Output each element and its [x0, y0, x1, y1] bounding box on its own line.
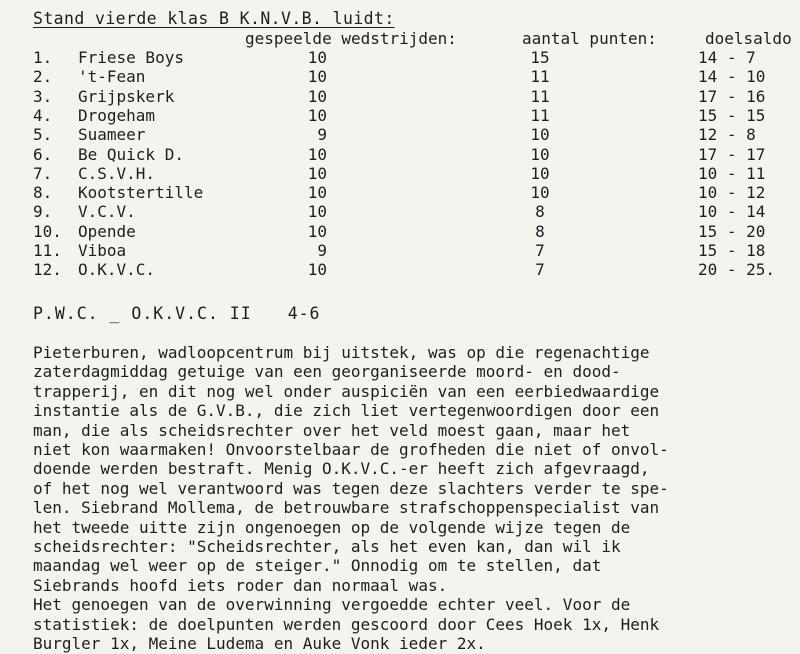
goals-cell: 14 - 7: [698, 48, 756, 67]
points-cell: 11: [530, 105, 550, 125]
rank-cell: 6.: [33, 144, 53, 164]
played-cell: 10: [307, 183, 327, 203]
goals-cell: 15 - 18: [698, 241, 766, 260]
points-cell: 11: [530, 86, 550, 106]
rank-cell: 3.: [33, 86, 53, 106]
rank-cell: 4.: [33, 105, 53, 125]
report-line: scheidsrechter: "Scheidsrechter, als het even kan, dan wil ik: [33, 537, 621, 557]
goals-cell: 12 - 8: [698, 125, 756, 145]
team-cell: Kootstertille: [78, 183, 204, 203]
match-score: 4-6: [287, 304, 321, 323]
rank-cell: 8.: [33, 183, 53, 203]
table-row: [0, 145, 800, 164]
played-cell: 10: [307, 202, 327, 222]
match-teams: P.W.C. _ O.K.V.C. II: [33, 304, 252, 323]
report-line: instantie als de G.V.B., die zich liet vertegenwoordigen door een: [33, 401, 660, 421]
points-cell: 10: [530, 183, 550, 203]
table-row: [0, 241, 800, 260]
goals-cell: 15 - 15: [698, 105, 766, 125]
table-row: [0, 106, 800, 125]
report-line: Pieterburen, wadloopcentrum bij uitstek, was op die regenachtige: [33, 343, 650, 362]
team-cell: O.K.V.C.: [78, 260, 156, 280]
rank-cell: 9.: [33, 202, 53, 222]
points-cell: 10: [530, 125, 550, 145]
played-cell: 9: [317, 241, 327, 260]
team-cell: Drogeham: [78, 105, 156, 125]
points-cell: 7: [535, 241, 545, 260]
table-row: [0, 125, 800, 144]
points-cell: 8: [535, 202, 545, 222]
points-cell: 10: [530, 163, 550, 183]
rank-cell: 5.: [33, 125, 53, 145]
played-cell: 10: [307, 260, 327, 280]
rank-cell: 11.: [33, 241, 62, 260]
rank-cell: 12.: [33, 260, 62, 280]
table-row: [0, 260, 800, 279]
report-line: len. Siebrand Mollema, de betrouwbare strafschoppenspecialist van: [33, 498, 660, 518]
standings-title: Stand vierde klas B K.N.V.B. luidt:: [33, 9, 395, 28]
goals-cell: 14 - 10: [698, 67, 766, 87]
report-line: niet kon waarmaken! Onvoorstelbaar de grofheden die niet of onvol-: [33, 440, 669, 460]
table-row: [0, 202, 800, 221]
played-cell: 10: [307, 221, 327, 241]
goals-cell: 10 - 14: [698, 202, 766, 222]
report-line: Burgler 1x, Meine Ludema en Auke Vonk ieder 2x.: [33, 634, 486, 654]
column-header-points: aantal punten:: [522, 29, 657, 48]
table-row: [0, 164, 800, 183]
team-cell: Friese Boys: [78, 48, 184, 67]
table-row: [0, 67, 800, 86]
rank-cell: 7.: [33, 163, 53, 183]
team-cell: Be Quick D.: [78, 144, 184, 164]
rank-cell: 1.: [33, 48, 53, 67]
report-line: statistiek: de doelpunten werden gescoord door Cees Hoek 1x, Henk: [33, 614, 660, 634]
goals-cell: 17 - 17: [698, 144, 766, 164]
points-cell: 7: [535, 260, 545, 280]
played-cell: 10: [307, 144, 327, 164]
table-row: [0, 222, 800, 241]
report-line: trapperij, en dit nog wel onder auspiciën van een eerbiedwaardige: [33, 381, 660, 401]
column-header-played: gespeelde wedstrijden:: [245, 29, 457, 48]
report-line: doende werden bestraft. Menig O.K.V.C.-er heeft zich afgevraagd,: [33, 459, 650, 479]
goals-cell: 15 - 20: [698, 221, 766, 241]
team-cell: Viboa: [78, 241, 127, 260]
goals-cell: 10 - 12: [698, 183, 766, 203]
rank-cell: 10.: [33, 221, 62, 241]
played-cell: 10: [307, 67, 327, 87]
rank-cell: 2.: [33, 67, 53, 87]
report-line: of het nog wel verantwoord was tegen deze slachters verder te spe-: [33, 478, 669, 498]
played-cell: 10: [307, 105, 327, 125]
played-cell: 10: [307, 86, 327, 106]
team-cell: Opende: [78, 221, 136, 241]
report-line: zaterdagmiddag getuige van een georganiseerde moord- en dood-: [33, 362, 621, 382]
table-row: [0, 48, 800, 67]
report-line: het tweede uitte zijn ongenoegen op de volgende wijze tegen de: [33, 517, 631, 537]
played-cell: 9: [317, 125, 327, 145]
match-result: [33, 304, 321, 323]
match-report: [33, 343, 800, 654]
column-header-goals: doelsaldo: [705, 29, 792, 48]
points-cell: 10: [530, 144, 550, 164]
table-row: [0, 87, 800, 106]
points-cell: 11: [530, 67, 550, 87]
report-line: Siebrands hoofd iets roder dan normaal was.: [33, 575, 448, 595]
team-cell: V.C.V.: [78, 202, 136, 222]
played-cell: 10: [307, 163, 327, 183]
team-cell: 't-Fean: [78, 67, 146, 87]
points-cell: 8: [535, 221, 545, 241]
points-cell: 15: [530, 48, 550, 67]
goals-cell: 10 - 11: [698, 163, 766, 183]
table-row: [0, 183, 800, 202]
played-cell: 10: [307, 48, 327, 67]
team-cell: C.S.V.H.: [78, 163, 156, 183]
report-line: man, die als scheidsrechter over het veld moest gaan, maar het: [33, 420, 631, 440]
report-line: Het genoegen van de overwinning vergoedde echter veel. Voor de: [33, 595, 631, 615]
team-cell: Grijpskerk: [78, 86, 175, 106]
goals-cell: 20 - 25.: [698, 260, 776, 280]
team-cell: Suameer: [78, 125, 146, 145]
report-line: maandag wel weer op de steiger." Onnodig om te stellen, dat: [33, 556, 602, 576]
goals-cell: 17 - 16: [698, 86, 766, 106]
